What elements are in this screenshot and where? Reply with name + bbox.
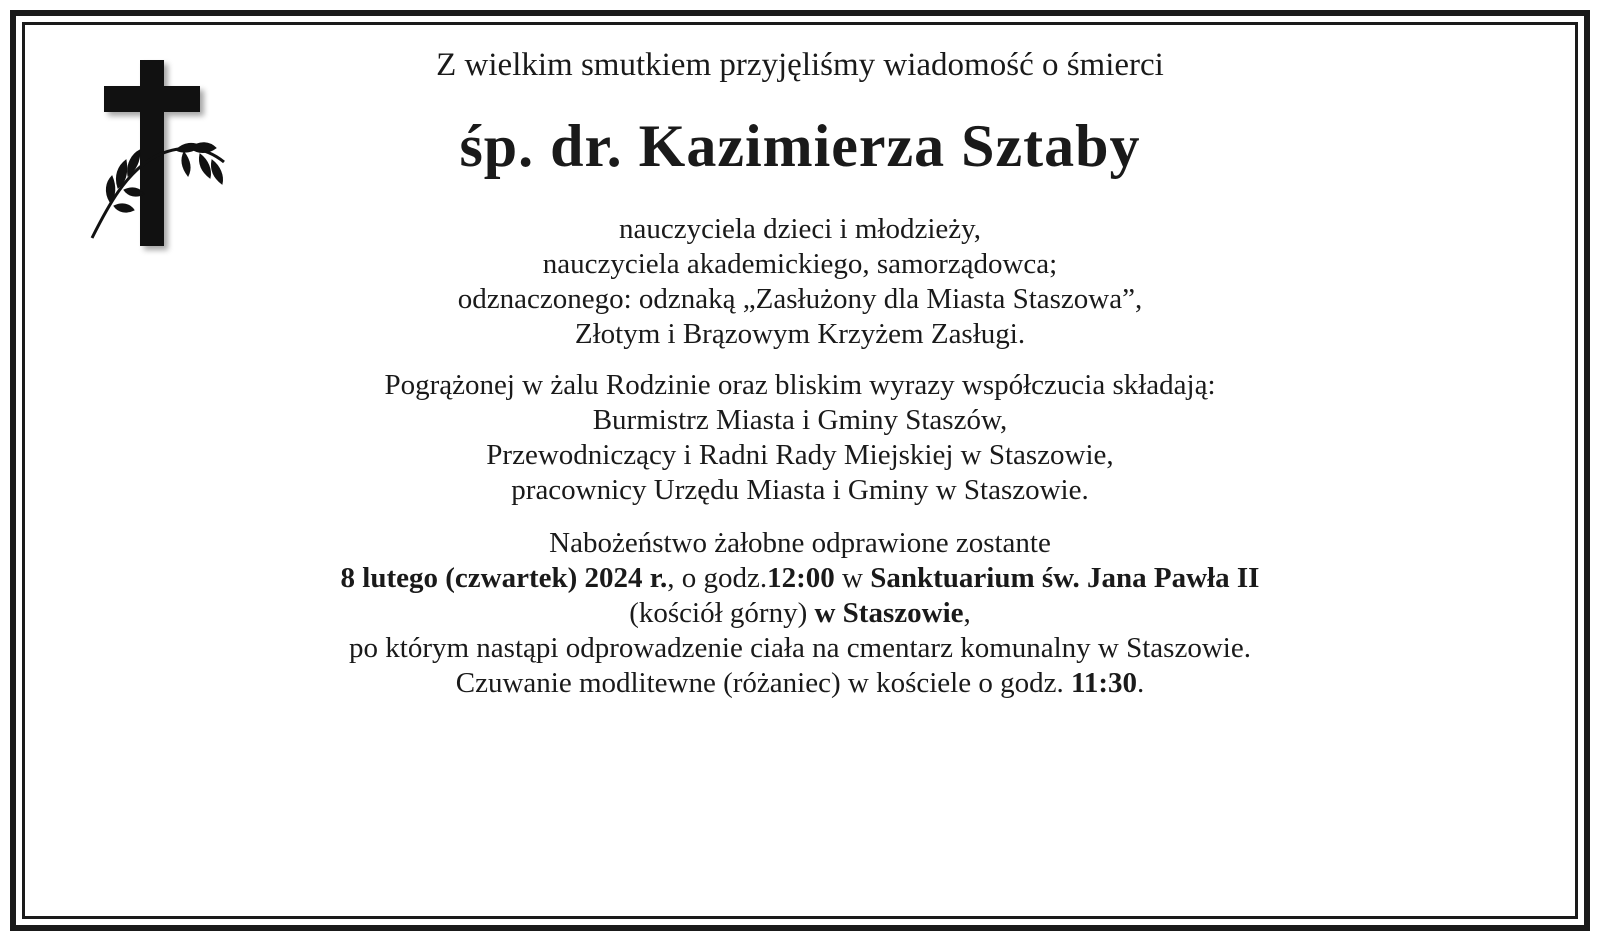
- condolences-line: Burmistrz Miasta i Gminy Staszów,: [592, 403, 1008, 436]
- service-time: 12:00: [767, 561, 835, 594]
- service-town: w Staszowie: [814, 596, 964, 629]
- description-block: [160, 212, 1440, 352]
- service-burial-line: po którym nastąpi odprowadzenie ciała na cmentarz komunalny w Staszowie.: [349, 631, 1251, 664]
- vigil-prefix: Czuwanie modlitewne (różaniec) w kościele o godz.: [455, 666, 1071, 699]
- condolences-block: [160, 368, 1440, 508]
- description-line: Złotym i Brązowym Krzyżem Zasługi.: [574, 317, 1026, 350]
- service-town-suffix: ,: [963, 596, 971, 629]
- service-place: Sanktuarium św. Jana Pawła II: [870, 561, 1260, 594]
- service-church-part: (kościół górny): [629, 596, 815, 629]
- service-time-prefix: , o godz.: [667, 561, 768, 594]
- condolences-line: pracownicy Urzędu Miasta i Gminy w Staszowie.: [511, 473, 1089, 506]
- description-line: nauczyciela dzieci i młodzieży,: [618, 212, 982, 245]
- service-place-prefix: w: [834, 561, 871, 594]
- service-date: 8 lutego (czwartek) 2024 r.: [340, 561, 668, 594]
- notice-content: [160, 46, 1440, 701]
- service-intro-line: Nabożeństwo żałobne odprawione zostante: [549, 526, 1051, 559]
- vigil-line: [160, 666, 1440, 701]
- service-church-line: [160, 596, 1440, 631]
- service-block: [160, 526, 1440, 701]
- condolences-line: Przewodniczący i Radni Rady Miejskiej w Staszowie,: [486, 438, 1114, 471]
- intro-text: Z wielkim smutkiem przyjęliśmy wiadomość o śmierci: [436, 47, 1164, 83]
- description-line: odznaczonego: odznaką „Zasłużony dla Miasta Staszowa”,: [457, 282, 1143, 315]
- vigil-time: 11:30: [1070, 666, 1138, 699]
- service-date-line: [160, 561, 1440, 596]
- condolences-line: Pogrążonej w żalu Rodzinie oraz bliskim wyrazy współczucia składają:: [384, 368, 1216, 401]
- vigil-suffix: .: [1137, 666, 1145, 699]
- description-line: nauczyciela akademickiego, samorządowca;: [542, 247, 1058, 280]
- deceased-name: śp. dr. Kazimierza Sztaby: [459, 112, 1141, 179]
